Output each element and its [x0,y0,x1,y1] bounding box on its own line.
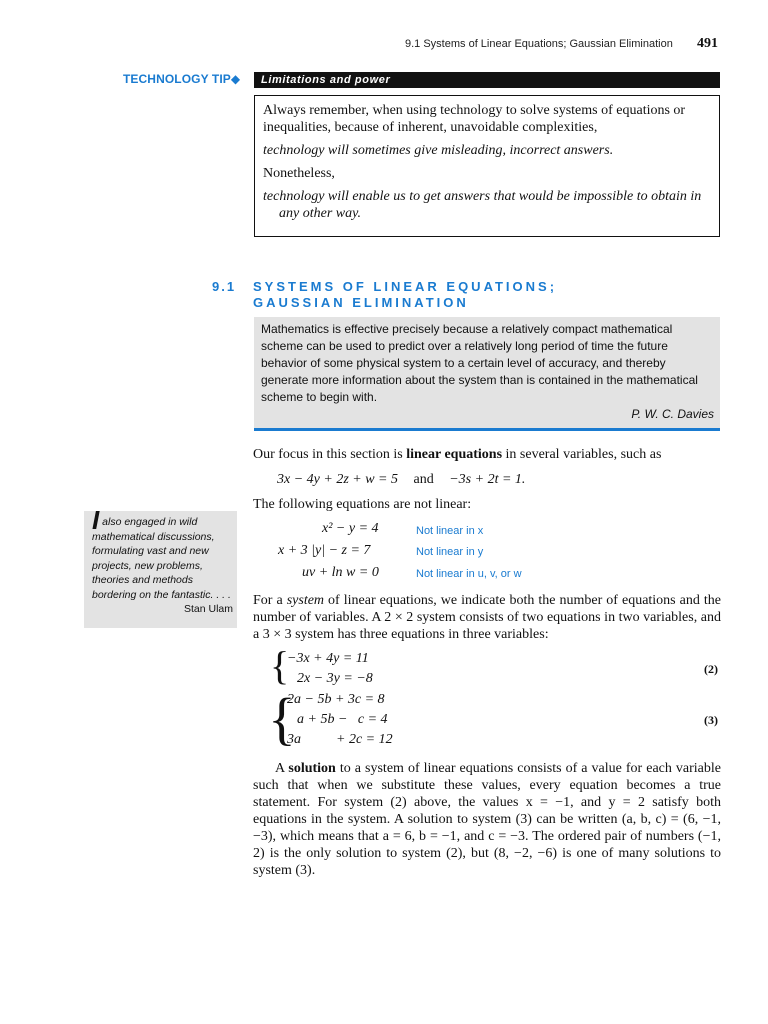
section-number: 9.1 [212,279,237,294]
solution-term: solution [288,761,336,776]
system3-equation-1: 2a − 5b + 3c = 8 [287,692,385,707]
left-brace-icon: { [270,643,290,688]
section-title-line-1: SYSTEMS OF LINEAR EQUATIONS; [253,279,558,294]
drop-cap: I [92,505,100,535]
nonlinear-note-2: Not linear in y [416,546,484,558]
tip-paragraph-4: technology will enable us to get answers that would be impossible to obtain in any other way. [263,189,702,221]
section-title-line-2: GAUSSIAN ELIMINATION [253,295,469,310]
nonlinear-equation-1: x² − y = 4 [322,521,379,536]
example-equations [277,471,525,488]
epigraph-author: P. W. C. Davies [631,407,714,421]
system-paragraph [253,592,721,643]
solution-text-end: to a system of linear equations consists of a value for each variable such that when we substitute these values, every equation becomes a true statement. For system (2) above, the values x = −1, and y = 2 satisfy both equations in the system. A solution to system (3) can be written (a, b, c) = (6, −1, −3), which means that a = 6, b = −1, and c = −3. The ordered pair of numbers (−1, 2) is the only solution to system (2), but (8, −2, −6) is one of many solutions to system (3). [253,761,721,878]
tip-paragraph-2: technology will sometimes give misleading, incorrect answers. [263,143,614,158]
system-text-end: of linear equations, we indicate both the number of equations and the number of variables. A 2 × 2 system consists of two equations in two variables, and a 3 × 3 system has three equations in three variables: [253,593,721,642]
sidebar-quote-text: also engaged in wild mathematical discussions, formulating vast and new projects, new problems, theories and methods bordering on the fantastic. . . . [92,516,231,601]
epigraph-text: Mathematics is effective precisely because a relatively compact mathematical scheme can be used to predict over a relatively long period of time the future behavior of some physical system to a certain level of accuracy, and thereby generate more information about the system than is contained in the mathematical scheme to begin with. [261,322,698,404]
nonlinear-note-3: Not linear in u, v, or w [416,568,522,580]
intro-text-end: in several variables, such as [502,447,662,462]
nonlinear-equation-2: x + 3 |y| − z = 7 [278,543,371,558]
sidebar-quote [84,505,237,628]
sidebar-quote-author: Stan Ulam [183,603,233,615]
system2-equation-1: −3x + 4y = 11 [287,651,369,666]
technology-tip-box [254,95,720,237]
system2-equation-2: 2x − 3y = −8 [297,671,373,686]
left-brace-icon: { [268,686,296,751]
running-head: 9.1 Systems of Linear Equations; Gaussian Elimination [405,38,673,50]
system3-equation-3: 3a + 2c = 12 [287,732,393,747]
linear-equations-term: linear equations [406,447,503,462]
solution-paragraph [253,760,721,879]
technology-tip-title: Limitations and power [254,72,720,88]
equation-tag-2: (2) [704,662,718,676]
example-equation-2: −3s + 2t = 1. [449,472,526,487]
system-term: system [286,593,325,608]
tip-paragraph-3: Nonetheless, [263,166,335,181]
and-word: and [413,472,434,487]
not-linear-intro: The following equations are not linear: [253,497,472,512]
system3-equation-2: a + 5b − c = 4 [297,712,388,727]
technology-tip-label [123,72,240,86]
equation-tag-3: (3) [704,713,718,727]
nonlinear-equation-3: uv + ln w = 0 [302,565,379,580]
diamond-icon: ◆ [230,72,241,86]
technology-tip-text: TECHNOLOGY TIP [123,72,231,86]
solution-text-start: A [275,761,289,776]
example-equation-1: 3x − 4y + 2z + w = 5 [277,472,399,487]
intro-paragraph [253,446,661,463]
intro-text: Our focus in this section is [253,447,407,462]
epigraph-quote [254,317,720,431]
tip-paragraph-1: Always remember, when using technology to solve systems of equations or inequalities, because of inherent, unavoidable complexities, [263,103,686,135]
nonlinear-note-1: Not linear in x [416,525,484,537]
section-title [253,279,723,311]
page-number: 491 [697,36,718,51]
system-text-start: For a [253,593,287,608]
